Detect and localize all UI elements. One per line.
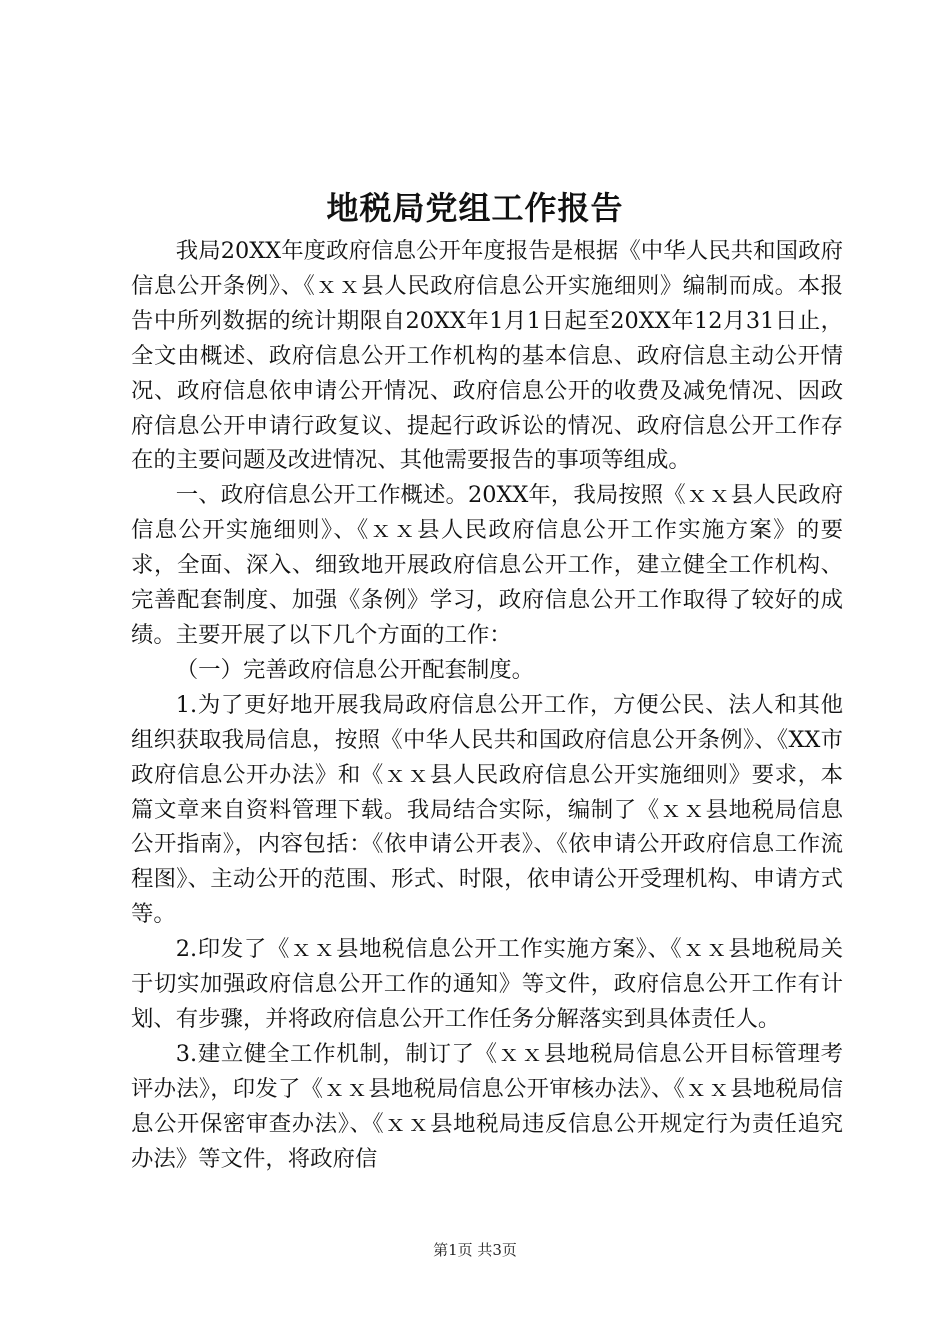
paragraph-intro: 我局20XX年度政府信息公开年度报告是根据《中华人民共和国政府信息公开条例》、《ｘｘ县人民政府信息公开实施细则》编制而成。本报告中所列数据的统计期限自20XX年1月1日起至20XX年12月31日止，全文由概述、政府信息公开工作机构的基本信息、政府信息主动公开情况、政府信息依申请公开情况、政府信息公开的收费及减免情况、因政府信息公开申请行政复议、提起行政诉讼的情况、政府信息公开工作存在的主要问题及改进情况、其他需要报告的事项等组成。	[131, 238, 843, 474]
paragraph-item-2: 2.印发了《ｘｘ县地税信息公开工作实施方案》、《ｘｘ县地税局关于切实加强政府信息公开工作的通知》等文件，政府信息公开工作有计划、有步骤，并将政府信息公开工作任务分解落实到具体责任人。	[131, 936, 843, 1032]
paragraph-item-3: 3.建立健全工作机制，制订了《ｘｘ县地税局信息公开目标管理考评办法》，印发了《ｘｘ县地税局信息公开审核办法》、《ｘｘ县地税局信息公开保密审查办法》、《ｘｘ县地税局违反信息公开规定行为责任追究办法》等文件，将政府信	[131, 1040, 843, 1172]
document-body	[131, 234, 843, 1176]
section-heading: （一）完善政府信息公开配套制度。	[175, 656, 535, 683]
document-title: 地税局党组工作报告	[326, 189, 624, 227]
paragraph-item-1: 1.为了更好地开展我局政府信息公开工作，方便公民、法人和其他组织获取我局信息，按照《中华人民共和国政府信息公开条例》、《XX市政府信息公开办法》和《ｘｘ县人民政府信息公开实施细则》要求，本篇文章来自资料管理下载。我局结合实际，编制了《ｘｘ县地税局信息公开指南》，内容包括：《依申请公开表》、《依申请公开政府信息工作流程图》、主动公开的范围、形式、时限，依申请公开受理机构、申请方式等。	[131, 691, 843, 928]
page-footer: 第1页 共3页	[433, 1241, 517, 1259]
paragraph-overview: 一、政府信息公开工作概述。20XX年，我局按照《ｘｘ县人民政府信息公开实施细则》、《ｘｘ县人民政府信息公开工作实施方案》的要求，全面、深入、细致地开展政府信息公开工作，建立健全工作机构、完善配套制度、加强《条例》学习，政府信息公开工作取得了较好的成绩。主要开展了以下几个方面的工作：	[131, 482, 843, 648]
